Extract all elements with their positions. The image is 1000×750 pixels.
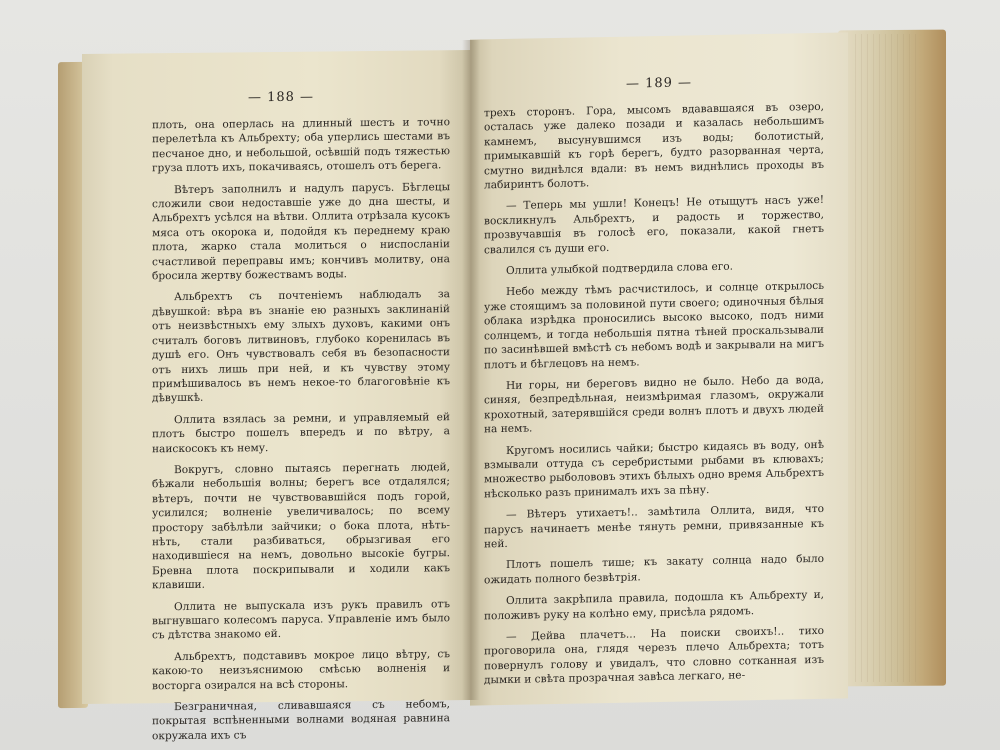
right-paragraph: Плотъ пошелъ тише; къ закату солнца надо было ожидать полного безвѣтрія. bbox=[484, 553, 824, 587]
left-paragraph: Оллита не выпускала изъ рукъ правилъ отъ выгнувшаго колесомъ паруса. Управленіе имъ было съ дѣтства знакомо ей. bbox=[152, 597, 450, 642]
left-paragraph: Безграничная, сливавшаяся съ небомъ, покрытая вспѣненными волнами водяная равнина окружала ихъ съ bbox=[152, 698, 450, 743]
right-paragraph: Оллита улыбкой подтвердила слова его. bbox=[506, 260, 734, 278]
right-page-number: — 189 — bbox=[625, 75, 693, 92]
right-paragraph: трехъ сторонъ. Гора, мысомъ вдававшаяся въ озеро, осталась уже далеко позади и казалась небольшимъ камнемъ, высунувшимся изъ воды; болотистый, примыкавшій къ горѣ берегъ, будто разорванная черта, смутно виднѣлся вдали: въ немъ виднѣлись проходы въ лабиринтъ болотъ. bbox=[484, 100, 824, 192]
left-paragraph: Вѣтеръ заполнилъ и надулъ парусъ. Бѣглецы сложили свои недоставшіе уже до дна шесты, и Альбрехтъ усѣлся на вѣтви. Оллита отрѣзала кусокъ мяса отъ окорока и, подойдя къ переднему краю плота, жарко стала молиться о ниспосланіи счастливой переправы имъ; кончивъ молитву, она бросила жертву божествамъ воды. bbox=[152, 180, 450, 283]
left-paragraph: Альбрехтъ, подставивъ мокрое лицо вѣтру, съ какою-то неизъяснимою смѣсью волненія и восторга озирался на всѣ стороны. bbox=[152, 647, 450, 692]
right-paragraph: Кругомъ носились чайки; быстро кидаясь въ воду, онѣ взмывали оттуда съ серебристыми рыбами въ клювахъ; множество рыболововъ этихъ бѣлыхъ одно время Альбрехтъ нѣсколько разъ принималъ ихъ за пѣну. bbox=[484, 438, 824, 501]
page-stack-lines bbox=[850, 34, 920, 682]
right-paragraph: — Вѣтеръ утихаетъ!.. замѣтила Оллита, видя, что парусъ начинаетъ менѣе тянуть ремни, привязанные къ ней. bbox=[484, 502, 824, 551]
right-paragraph: — Дейва плачетъ... На поиски своихъ!.. тихо проговорила она, глядя черезъ плечо Альбрехта; тотъ повернулъ голову и увидалъ, что словно сотканная изъ дымки и свѣта прозрачная завѣса легкаго, не- bbox=[484, 624, 824, 687]
book-gutter-shadow bbox=[462, 40, 480, 700]
left-page-number: — 188 — bbox=[247, 89, 315, 106]
left-paragraph: Оллита взялась за ремни, и управляемый ей плотъ быстро пошелъ впередъ и по вѣтру, а наискосокъ къ нему. bbox=[152, 410, 450, 455]
left-paragraph: Альбрехтъ съ почтеніемъ наблюдалъ за дѣвушкой: вѣра въ знаніе ею разныхъ заклинаній отъ неизвѣстныхъ ему злыхъ духовъ, какими онъ считалъ боговъ литвиновъ, глубоко коренилась въ душѣ его. Онъ чувствовалъ себя въ безопасности отъ нихъ лишь при ней, и къ чувству этому примѣшивалось въ немъ некое-то благоговѣніе къ дѣвушкѣ. bbox=[152, 288, 450, 405]
right-paragraph: Ни горы, ни береговъ видно не было. Небо да вода, синяя, безпредѣльная, неизмѣримая глазомъ, окружали крохотный, затерявшійся среди волнъ плотъ и двухъ людей на немъ. bbox=[484, 373, 824, 436]
right-paragraph: Оллита закрѣпила правила, подошла къ Альбрехту и, положивъ руку на колѣно ему, присѣла рядомъ. bbox=[484, 589, 824, 622]
right-paragraph: — Теперь мы ушли! Конецъ! Не отыщутъ насъ уже! воскликнулъ Альбрехтъ, и радость и торжество, прозвучавшія въ голосѣ его, показали, какой гнетъ свалился съ души его. bbox=[484, 194, 824, 257]
left-paragraph: Вокругъ, словно пытаясь перегнать людей, бѣжали небольшія волны; берегъ все отдалялся; вѣтеръ, почти не чувствовавшійся подъ горой, усилился; волненіе увеличивалось; по всему простору забѣлѣли зайчики; о бока плота, нѣть-нѣть, стали разбиваться, обрызгивая его находившіеся на немъ, довольно высокіе бугры. Бревна плота поскрипывали и ходили какъ клавиши. bbox=[152, 461, 450, 592]
right-paragraph: Небо между тѣмъ расчистилось, и солнце открылось уже стоящимъ за половиной пути своего; одиночныя бѣлыя облака изрѣдка проносились высоко высоко, подъ ними солнцемъ, и тогда небольшія пятна тѣней проскальзывали по засинѣвшей вмѣстѣ съ небомъ водѣ и закрывали на мигъ плотъ и бѣглецовъ на немъ. bbox=[484, 280, 824, 371]
left-paragraph: плоть, она оперлась на длинный шестъ и точно перелетѣла къ Альбрехту; оба уперлись шестами въ песчаное дно, и небольшой, осѣвшій подъ тяжестью груза плотъ ихъ, покачиваясь, отошелъ отъ берега. bbox=[152, 116, 450, 175]
right-page bbox=[470, 32, 848, 705]
left-page bbox=[82, 50, 470, 743]
